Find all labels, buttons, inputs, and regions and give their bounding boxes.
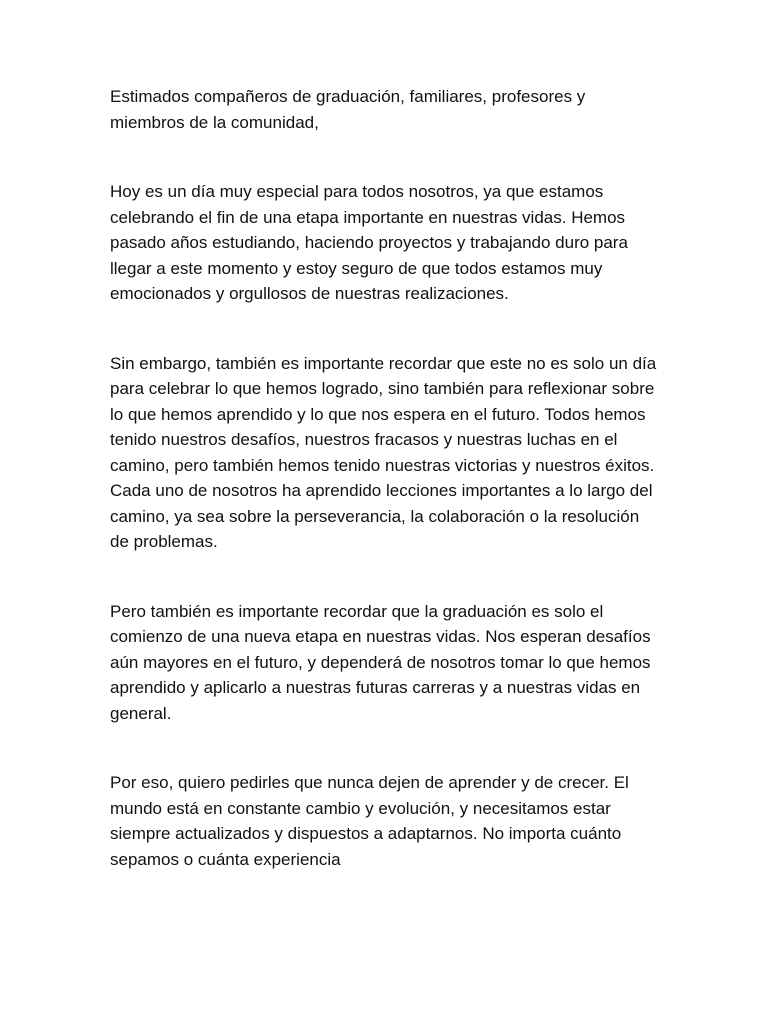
paragraph-reflection: Sin embargo, también es importante recordar que este no es solo un día para celebrar lo que hemos logrado, sino también para reflexionar sobre lo que hemos aprendido y lo que nos espera en el futuro. Todos hemos tenido nuestros desafíos, nuestros fracasos y nuestras luchas en el camino, pero también hemos tenido nuestras victorias y nuestros éxitos. Cada uno de nosotros ha aprendido lecciones importantes a lo largo del camino, ya sea sobre la perseverancia, la colaboración o la resolución de problemas. [110, 353, 657, 551]
paragraph-special-day: Hoy es un día muy especial para todos nosotros, ya que estamos celebrando el fin de una etapa importante en nuestras vidas. Hemos pasado años estudiando, haciendo proyectos y trabajando duro para llegar a este momento y estoy seguro de que todos estamos muy emocionados y orgullosos de nuestras realizaciones. [110, 182, 628, 303]
paragraph-new-stage: Pero también es importante recordar que la graduación es solo el comienzo de una nueva etapa en nuestras vidas. Nos esperan desafíos aún mayores en el futuro, y dependerá de nosotros tomar lo que hemos aprendido y aplicarlo a nuestras futuras carreras y a nuestras vidas en general. [110, 601, 651, 723]
paragraph-greeting: Estimados compañeros de graduación, familiares, profesores y miembros de la comunidad, [110, 87, 586, 132]
paragraph-keep-learning: Por eso, quiero pedirles que nunca dejen de aprender y de crecer. El mundo está en constante cambio y evolución, y necesitamos estar siempre actualizados y dispuestos a adaptarnos. No importa cuánto sepamos o cuánta experiencia [110, 773, 629, 869]
document-body [110, 84, 662, 872]
